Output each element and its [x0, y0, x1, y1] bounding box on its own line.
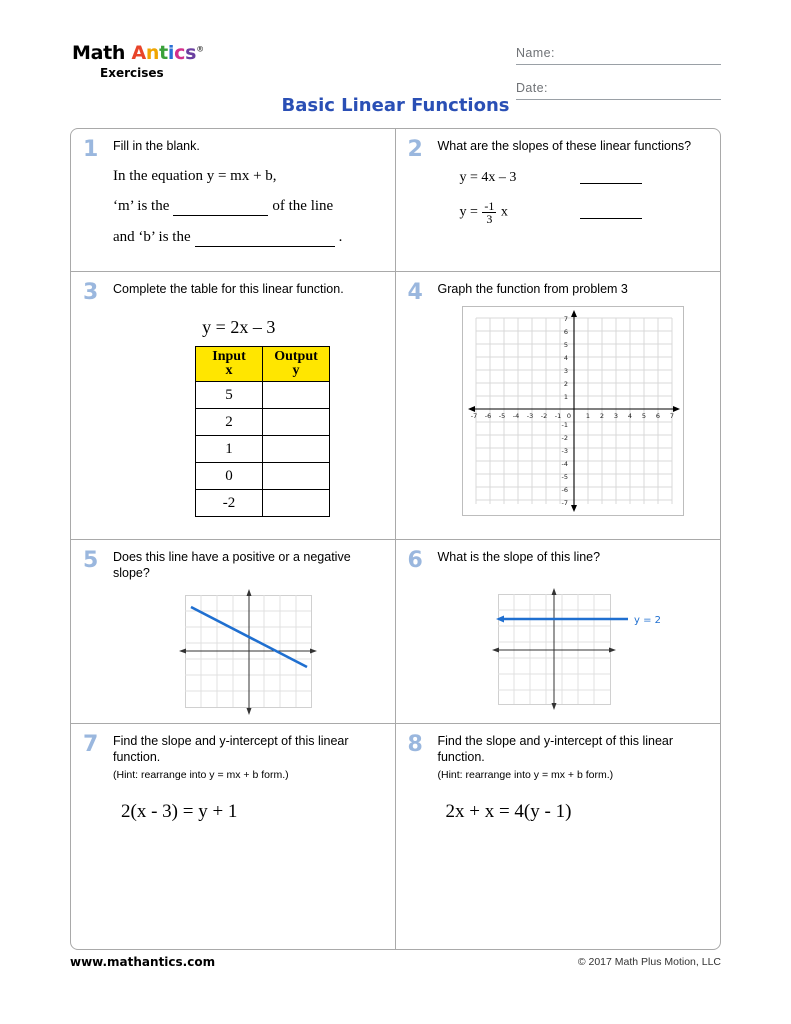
- svg-text:-3: -3: [526, 411, 533, 420]
- svg-text:-5: -5: [561, 472, 568, 481]
- problem-number: 6: [407, 548, 423, 573]
- problem-4-prompt: Graph the function from problem 3: [437, 282, 628, 296]
- graph-svg: [462, 306, 684, 516]
- answer-blank-slope-2[interactable]: [580, 206, 642, 219]
- cell-input: 2: [196, 409, 263, 436]
- problem-7: [71, 724, 396, 949]
- svg-text:3: 3: [613, 411, 618, 420]
- cell-input: -2: [196, 490, 263, 517]
- table-header-row: [196, 347, 330, 382]
- line-label-y2: y = 2: [633, 614, 661, 626]
- problem-8: [396, 724, 721, 949]
- svg-text:-6: -6: [484, 411, 491, 420]
- problem-2-equation-2: [460, 200, 580, 225]
- problem-number: 5: [83, 548, 99, 573]
- coordinate-grid-large[interactable]: [462, 306, 709, 521]
- svg-text:1: 1: [563, 392, 568, 401]
- problem-3-equation: y = 2x – 3: [202, 316, 276, 337]
- problem-row-1: [71, 129, 720, 272]
- coordinate-grid-negative-slope: [165, 587, 383, 722]
- problem-1-equation: In the equation y = mx + b,: [113, 167, 277, 184]
- problem-2-item-2: [460, 200, 709, 225]
- svg-text:-7: -7: [561, 498, 568, 507]
- svg-text:3: 3: [563, 366, 568, 375]
- problem-8-equation: 2x + x = 4(y - 1): [445, 801, 572, 823]
- svg-text:-5: -5: [498, 411, 505, 420]
- svg-text:4: 4: [563, 353, 568, 362]
- problem-5-prompt: Does this line have a positive or a negative slope?: [113, 550, 351, 580]
- table-row: [196, 490, 330, 517]
- problem-row-3: [71, 540, 720, 724]
- problem-2-equation-1: y = 4x – 3: [459, 169, 517, 185]
- cell-input: 0: [196, 463, 263, 490]
- svg-text:2: 2: [599, 411, 604, 420]
- header-output-line1: Output: [274, 349, 318, 365]
- problem-5: [71, 540, 396, 723]
- table-row: [196, 382, 330, 409]
- problem-row-4: [71, 724, 720, 949]
- problem-number: 8: [407, 732, 423, 757]
- svg-text:6: 6: [655, 411, 660, 420]
- svg-text:-3: -3: [561, 446, 568, 455]
- cell-input: 5: [196, 382, 263, 409]
- svg-text:-4: -4: [561, 459, 568, 468]
- coordinate-grid-horizontal-line: [468, 588, 709, 715]
- cell-output[interactable]: [263, 409, 330, 436]
- problem-2-item-1: [460, 169, 709, 187]
- page-header: [0, 30, 791, 100]
- problem-1-line3-pre: and ‘b’ is the: [113, 229, 191, 246]
- problem-2: [396, 129, 721, 271]
- svg-text:7: 7: [669, 411, 674, 420]
- problem-8-prompt: Find the slope and y-intercept of this linear function.: [437, 734, 674, 764]
- svg-text:7: 7: [563, 314, 568, 323]
- problem-1-line2-pre: ‘m’ is the: [113, 198, 170, 215]
- svg-text:2: 2: [563, 379, 568, 388]
- problem-2-prompt: What are the slopes of these linear functions?: [437, 139, 692, 153]
- logo-subtitle: Exercises: [100, 66, 164, 80]
- header-input-line1: Input: [212, 349, 246, 365]
- problem-3: [71, 272, 396, 539]
- svg-text:5: 5: [563, 340, 568, 349]
- answer-blank-m[interactable]: [173, 201, 268, 216]
- problem-6-prompt: What is the slope of this line?: [437, 550, 601, 564]
- answer-blank-slope-1[interactable]: [580, 171, 642, 184]
- problem-1: [71, 129, 396, 271]
- svg-text:-4: -4: [512, 411, 519, 420]
- fraction: [482, 200, 496, 225]
- name-label: Name:: [516, 46, 555, 60]
- problem-2-eq2-tail: x: [500, 204, 508, 220]
- problem-3-prompt: Complete the table for this linear function.: [113, 282, 344, 296]
- svg-text:4: 4: [627, 411, 632, 420]
- problem-1-line3-post: .: [338, 229, 343, 246]
- fraction-denominator: 3: [486, 212, 493, 227]
- problem-number: 3: [83, 280, 99, 305]
- page-title: Basic Linear Functions: [281, 95, 510, 116]
- problem-number: 1: [83, 137, 99, 162]
- svg-text:6: 6: [563, 327, 568, 336]
- table-row: [196, 436, 330, 463]
- table-header-input: [196, 347, 263, 382]
- graph-svg-5: [165, 587, 345, 717]
- problems-grid: [70, 128, 721, 950]
- svg-text:1: 1: [585, 411, 590, 420]
- cell-input: 1: [196, 436, 263, 463]
- svg-text:-6: -6: [561, 485, 568, 494]
- date-label: Date:: [516, 81, 548, 95]
- problem-6: [396, 540, 721, 723]
- problem-8-hint: (Hint: rearrange into y = mx + b form.): [437, 769, 614, 782]
- problem-2-eq2-lead: y =: [459, 204, 478, 220]
- problem-7-equation: 2(x - 3) = y + 1: [121, 801, 238, 823]
- svg-text:-1: -1: [561, 420, 568, 429]
- cell-output[interactable]: [263, 490, 330, 517]
- cell-output[interactable]: [263, 436, 330, 463]
- input-output-table: [195, 346, 330, 517]
- svg-text:-2: -2: [561, 433, 568, 442]
- website-link[interactable]: www.mathantics.com: [70, 955, 216, 969]
- logo-wordmark: Math Antics®: [72, 42, 204, 64]
- problem-number: 4: [407, 280, 423, 305]
- problem-number: 2: [407, 137, 423, 162]
- problem-1-prompt: Fill in the blank.: [113, 139, 200, 153]
- table-header-output: [263, 347, 330, 382]
- problem-row-2: [71, 272, 720, 540]
- svg-text:-2: -2: [540, 411, 547, 420]
- problem-7-prompt: Find the slope and y-intercept of this linear function.: [113, 734, 349, 764]
- problem-7-hint: (Hint: rearrange into y = mx + b form.): [113, 769, 289, 782]
- svg-text:-7: -7: [470, 411, 477, 420]
- name-field[interactable]: [516, 38, 721, 65]
- math-antics-logo: [72, 42, 292, 80]
- page-footer: [70, 955, 721, 969]
- cell-output[interactable]: [263, 382, 330, 409]
- header-input-line2: x: [225, 363, 233, 379]
- graph-svg-6: [468, 588, 668, 710]
- table-row: [196, 463, 330, 490]
- table-row: [196, 409, 330, 436]
- svg-text:5: 5: [641, 411, 646, 420]
- problem-1-line2-post: of the line: [272, 198, 334, 215]
- answer-blank-b[interactable]: [195, 232, 335, 247]
- svg-text:0: 0: [566, 411, 571, 420]
- problem-number: 7: [83, 732, 99, 757]
- fraction-numerator: -1: [484, 199, 495, 214]
- copyright-text: © 2017 Math Plus Motion, LLC: [577, 956, 721, 968]
- problem-4: [396, 272, 721, 539]
- header-output-line2: y: [292, 363, 300, 379]
- cell-output[interactable]: [263, 463, 330, 490]
- svg-text:-1: -1: [554, 411, 561, 420]
